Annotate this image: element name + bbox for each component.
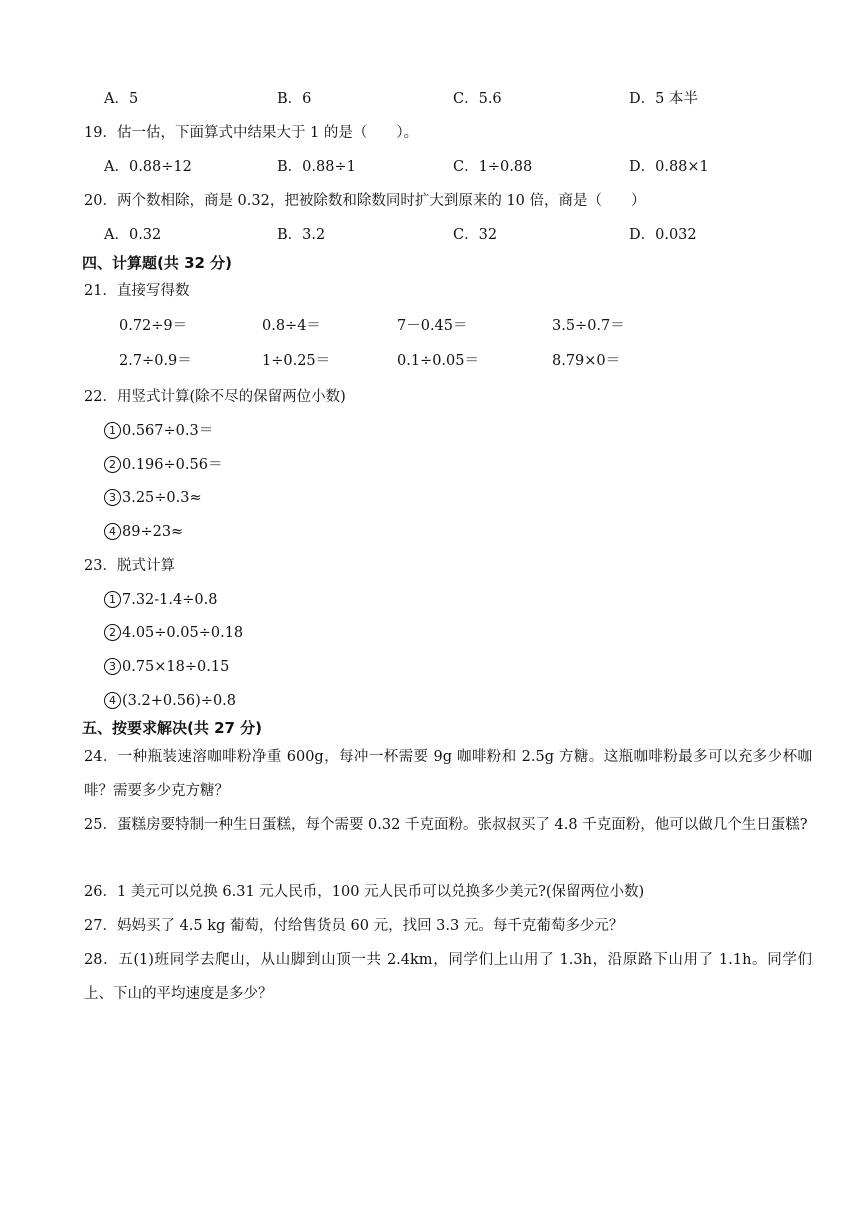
q23-item-4 bbox=[104, 691, 236, 711]
circled-number: 1 bbox=[104, 422, 121, 439]
q21-item: 0.72÷9＝ bbox=[119, 318, 188, 334]
q21-item: 0.8÷4＝ bbox=[262, 318, 321, 334]
question-28: 28．五(1)班同学去爬山，从山脚到山顶一共 2.4km，同学们上山用了 1.3h，沿原路下山用了 1.1h。同学们上、下山的平均速度是多少？ bbox=[84, 952, 812, 1002]
q19-option-d: D．0.88×1 bbox=[629, 159, 709, 175]
q22-expression: 0.196÷0.56＝ bbox=[122, 457, 223, 473]
circled-number: 1 bbox=[104, 591, 121, 608]
question-19: 19．估一估，下面算式中结果大于 1 的是（ ）。 bbox=[84, 125, 419, 141]
q19-options bbox=[104, 157, 724, 177]
q22-item-1 bbox=[104, 421, 213, 441]
question-22: 22．用竖式计算(除不尽的保留两位小数) bbox=[84, 389, 346, 405]
question-25: 25．蛋糕房要特制一种生日蛋糕，每个需要 0.32 千克面粉。张叔叔买了 4.8 千克面粉，他可以做几个生日蛋糕? bbox=[84, 817, 808, 833]
circled-number: 2 bbox=[104, 624, 121, 641]
question-27: 27．妈妈买了 4.5 kg 葡萄，付给售货员 60 元，找回 3.3 元。每千克葡萄多少元？ bbox=[84, 918, 624, 934]
q19-option-b: B．0.88÷1 bbox=[277, 159, 356, 175]
q23-expression: (3.2+0.56)÷0.8 bbox=[122, 693, 237, 709]
section-4-heading: 四、计算题(共 32 分) bbox=[82, 254, 233, 272]
q21-item: 3.5÷0.7＝ bbox=[552, 318, 625, 334]
q20-options bbox=[104, 225, 724, 245]
q20-option-a: A．0.32 bbox=[104, 227, 162, 243]
q20-option-d: D．0.032 bbox=[629, 227, 697, 243]
q21-item: 8.79×0＝ bbox=[552, 353, 621, 369]
q20-option-b: B．3.2 bbox=[277, 227, 326, 243]
q23-item-2 bbox=[104, 623, 243, 643]
section-5-heading: 五、按要求解决(共 27 分) bbox=[82, 719, 263, 737]
q22-item-4 bbox=[104, 522, 183, 542]
q18-options bbox=[104, 89, 724, 109]
circled-number: 4 bbox=[104, 692, 121, 709]
q22-expression: 0.567÷0.3＝ bbox=[122, 423, 214, 439]
q22-expression: 3.25÷0.3≈ bbox=[122, 490, 202, 506]
q23-expression: 7.32-1.4÷0.8 bbox=[122, 592, 218, 608]
q18-option-d: D．5 本半 bbox=[629, 91, 698, 107]
circled-number: 3 bbox=[104, 489, 121, 506]
q20-option-c: C．32 bbox=[453, 227, 498, 243]
question-20: 20．两个数相除，商是 0.32，把被除数和除数同时扩大到原来的 10 倍，商是（ ） bbox=[84, 193, 646, 209]
q18-option-b: B．6 bbox=[277, 91, 312, 107]
q23-item-3 bbox=[104, 657, 229, 677]
q21-item: 1÷0.25＝ bbox=[262, 353, 331, 369]
circled-number: 4 bbox=[104, 523, 121, 540]
q22-item-3 bbox=[104, 488, 202, 508]
q21-row-1 bbox=[119, 316, 679, 336]
question-23: 23．脱式计算 bbox=[84, 558, 175, 574]
circled-number: 3 bbox=[104, 658, 121, 675]
question-26: 26．1 美元可以兑换 6.31 元人民币，100 元人民币可以兑换多少美元?(保留两位小数) bbox=[84, 884, 645, 900]
q22-expression: 89÷23≈ bbox=[122, 524, 184, 540]
q18-option-c: C．5.6 bbox=[453, 91, 502, 107]
circled-number: 2 bbox=[104, 456, 121, 473]
q23-expression: 0.75×18÷0.15 bbox=[122, 659, 230, 675]
q23-expression: 4.05÷0.05÷0.18 bbox=[122, 625, 244, 641]
q18-option-a: A．5 bbox=[104, 91, 139, 107]
q19-option-a: A．0.88÷12 bbox=[104, 159, 192, 175]
q19-option-c: C．1÷0.88 bbox=[453, 159, 533, 175]
q21-row-2 bbox=[119, 351, 679, 371]
question-24: 24．一种瓶装速溶咖啡粉净重 600g，每冲一杯需要 9g 咖啡粉和 2.5g 方糖。这瓶咖啡粉最多可以充多少杯咖啡？需要多少克方糖？ bbox=[84, 749, 812, 799]
q21-item: 0.1÷0.05＝ bbox=[397, 353, 479, 369]
q22-item-2 bbox=[104, 455, 222, 475]
q21-item: 7－0.45＝ bbox=[397, 318, 468, 334]
q21-item: 2.7÷0.9＝ bbox=[119, 353, 192, 369]
q23-item-1 bbox=[104, 590, 217, 610]
question-21: 21．直接写得数 bbox=[84, 283, 190, 299]
